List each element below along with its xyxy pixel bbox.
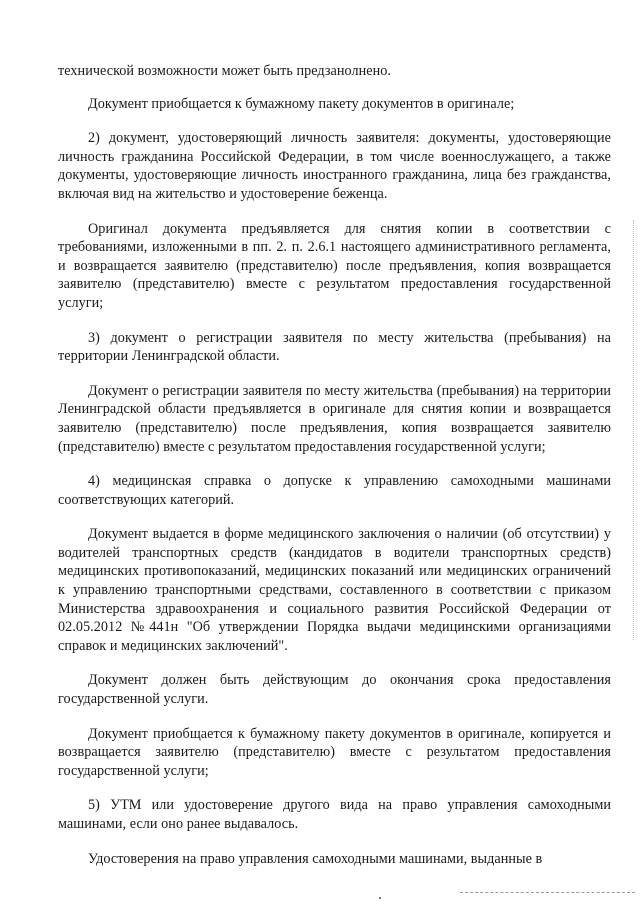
paragraph-medical-conclusion: Документ выдается в форме медицинского заключения о наличии (об отсутствии) у водителей транспортных средств (кандидатов в водители транспортных средств) медицинских противопоказаний, медицинских показаний или медицинских ограничений к управлению транспортными средствами, составленного в соответствии с приказом Министерства здравоохранения и социального развития Российской Федерации от 02.05.2012 №441н "Об утверждении Порядка выдачи медицинскими организациями справок и медицинских заключений". xyxy=(58,526,611,654)
paragraph-registration-original: Документ о регистрации заявителя по месту жительства (пребывания) на территории Ленинградской области предъявляется в оригинале для снятия копии и возвращается заявителю (представителю) после предъявления, копия возвращается заявителю (представителю) вместе с результатом предоставления государственной услуги; xyxy=(58,382,611,455)
scan-speck xyxy=(379,897,381,899)
paragraph-item-2-identity-document: 2) документ, удостоверяющий личность заявителя: документы, удостоверяющие личность гражданина Российской Федерации, в том числе военнослужащего, а также документы, удостоверяющие личность иностранного гражданина, лица без гражданства, включая вид на жительство и удостоверение беженца. xyxy=(58,130,611,202)
paragraph-continuation: технической возможности может быть предзанолнено. xyxy=(58,63,391,79)
paragraph-original-attached: Документ приобщается к бумажному пакету документов в оригинале; xyxy=(88,95,515,112)
paragraph-original-copy-requirements: Оригинал документа предъявляется для снятия копии в соответствии с требованиями, изложенными в пп. 2. п. 2.6.1 настоящего административного регламента, и возвращается заявителю (представителю) после предъявления, копия возвращается заявителю (представителю) вместе с результатом предоставления государственной услуги; xyxy=(58,220,611,311)
paragraph-item-5-utm: 5) УТМ или удостоверение другого вида на право управления самоходными машинами, если оно ранее выдавалось. xyxy=(58,797,611,832)
document-body xyxy=(58,62,611,868)
scan-bottom-dash xyxy=(460,892,635,893)
paragraph-valid-until: Документ должен быть действующим до окончания срока предоставления государственной услуги. xyxy=(58,672,611,708)
paragraph-attached-copied: Документ приобщается к бумажному пакету документов в оригинале, копируется и возвращается заявителю (представителю) вместе с результатом предоставления государственной услуги; xyxy=(58,725,611,779)
paragraph-item-3-registration: 3) документ о регистрации заявителя по месту жительства (пребывания) на территории Ленинградской области. xyxy=(58,329,611,365)
paragraph-item-4-medical-certificate: 4) медицинская справка о допуске к управлению самоходными машинами соответствующих категорий. xyxy=(58,473,611,508)
scan-edge-mark xyxy=(632,220,634,640)
paragraph-licenses-issued: Удостоверения на право управления самоходными машинами, выданные в xyxy=(88,850,543,867)
